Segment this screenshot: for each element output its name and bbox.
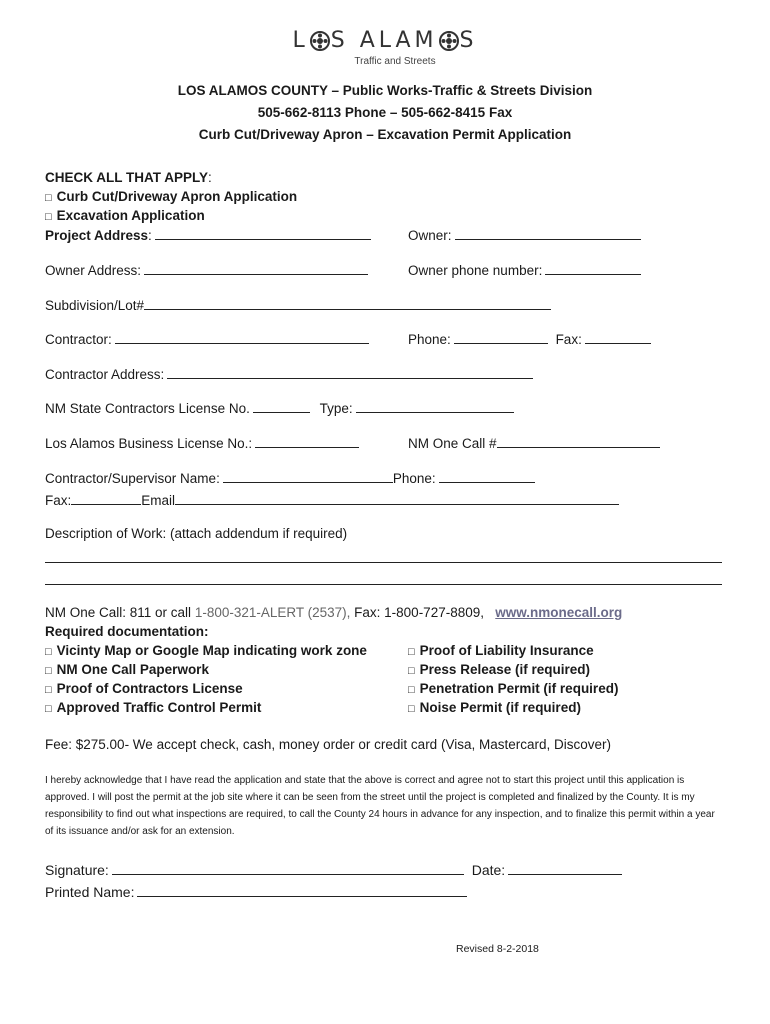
doc-right-1: □ Press Release (if required) bbox=[408, 662, 590, 677]
logo-title bbox=[292, 28, 477, 53]
logo-text-right: S bbox=[459, 28, 478, 53]
description-line-1[interactable] bbox=[45, 562, 722, 563]
logo bbox=[0, 28, 770, 53]
signature-field: Signature: Date: bbox=[45, 862, 622, 878]
option-excavation[interactable]: □ Excavation Application bbox=[45, 208, 205, 223]
fee-text: Fee: $275.00- We accept check, cash, money order or credit card (Visa, Mastercard, Discover) bbox=[45, 737, 611, 752]
form-title: Curb Cut/Driveway Apron – Excavation Permit Application bbox=[198, 127, 572, 142]
checkbox-icon[interactable]: □ bbox=[45, 665, 52, 677]
checkbox-icon[interactable]: □ bbox=[408, 684, 415, 696]
la-license-input[interactable] bbox=[255, 435, 359, 448]
checkbox-icon[interactable]: □ bbox=[408, 703, 415, 715]
la-license-field: Los Alamos Business License No.: bbox=[45, 435, 359, 451]
owner-phone-field: Owner phone number: bbox=[408, 262, 641, 278]
checkbox-icon[interactable]: □ bbox=[45, 703, 52, 715]
one-call-info: NM One Call: 811 or call 1-800-321-ALERT (2537), Fax: 1-800-727-8809, www.nmonecall.org bbox=[45, 605, 623, 620]
logo-flower-icon bbox=[310, 31, 330, 51]
owner-address-field: Owner Address: bbox=[45, 262, 368, 278]
owner-input[interactable] bbox=[455, 227, 641, 240]
checkbox-icon[interactable]: □ bbox=[45, 211, 52, 223]
header-line-2: 505-662-8113 Phone – 505-662-8415 Fax bbox=[257, 105, 513, 120]
project-address-field: Project Address: bbox=[45, 227, 371, 243]
description-line-2[interactable] bbox=[45, 584, 722, 585]
printed-name-field: Printed Name: bbox=[45, 884, 467, 900]
email-input[interactable] bbox=[175, 492, 619, 505]
check-all-heading: CHECK ALL THAT APPLY: bbox=[45, 170, 212, 185]
one-call-number-input[interactable] bbox=[497, 435, 660, 448]
license-type-input[interactable] bbox=[356, 400, 514, 413]
checkbox-icon[interactable]: □ bbox=[45, 684, 52, 696]
checkbox-icon[interactable]: □ bbox=[45, 192, 52, 204]
logo-flower-icon bbox=[439, 31, 459, 51]
checkbox-icon[interactable]: □ bbox=[408, 646, 415, 658]
doc-left-2: □ Proof of Contractors License bbox=[45, 681, 243, 696]
acknowledgement-text: I hereby acknowledge that I have read the application and state that the above is correct and agree not to start this project until this application is approved. I will post the permit at the job site where it can be seen from the street until the project is completed and finalized by the County. It is my responsibility to find out what inspections are required, to call the County 24 hours in advance for any inspection, and to finalize this permit within a year of its issuance and/or ask for an extension. bbox=[45, 775, 715, 837]
doc-left-0: □ Vicinty Map or Google Map indicating work zone bbox=[45, 643, 367, 658]
supervisor-phone-input[interactable] bbox=[439, 470, 535, 483]
contractor-phone-input[interactable] bbox=[454, 331, 548, 344]
supervisor-field: Contractor/Supervisor Name: Phone: bbox=[45, 470, 535, 486]
subdivision-field: Subdivision/Lot# bbox=[45, 297, 551, 313]
owner-address-input[interactable] bbox=[144, 262, 368, 275]
contractor-address-input[interactable] bbox=[167, 366, 533, 379]
printed-name-input[interactable] bbox=[137, 884, 467, 897]
doc-left-3: □ Approved Traffic Control Permit bbox=[45, 700, 262, 715]
contractor-phone-field: Phone: Fax: bbox=[408, 331, 651, 347]
owner-field: Owner: bbox=[408, 227, 641, 243]
one-call-number-field: NM One Call # bbox=[408, 435, 660, 451]
option-curb-cut[interactable]: □ Curb Cut/Driveway Apron Application bbox=[45, 189, 298, 204]
subdivision-input[interactable] bbox=[144, 297, 551, 310]
project-address-input[interactable] bbox=[155, 227, 371, 240]
nm-license-field: NM State Contractors License No. Type: bbox=[45, 400, 514, 416]
logo-text-left: L bbox=[292, 28, 309, 53]
supervisor-fax-input[interactable] bbox=[71, 492, 141, 505]
contractor-fax-input[interactable] bbox=[585, 331, 651, 344]
nmonecall-link[interactable]: www.nmonecall.org bbox=[495, 605, 623, 620]
description-label: Description of Work: (attach addendum if required) bbox=[45, 526, 348, 541]
signature-input[interactable] bbox=[112, 862, 464, 875]
doc-left-1: □ NM One Call Paperwork bbox=[45, 662, 209, 677]
doc-right-2: □ Penetration Permit (if required) bbox=[408, 681, 619, 696]
owner-phone-input[interactable] bbox=[545, 262, 641, 275]
required-docs-title: Required documentation: bbox=[45, 624, 209, 639]
header-line-1: LOS ALAMOS COUNTY – Public Works-Traffic & Streets Division bbox=[177, 83, 593, 98]
contractor-field: Contractor: bbox=[45, 331, 369, 347]
date-input[interactable] bbox=[508, 862, 622, 875]
checkbox-icon[interactable]: □ bbox=[408, 665, 415, 677]
logo-text-mid: S ALAM bbox=[330, 28, 438, 53]
doc-right-0: □ Proof of Liability Insurance bbox=[408, 643, 594, 658]
contractor-input[interactable] bbox=[115, 331, 369, 344]
supervisor-name-input[interactable] bbox=[223, 470, 393, 483]
doc-right-3: □ Noise Permit (if required) bbox=[408, 700, 581, 715]
fax-email-field: Fax: Email bbox=[45, 492, 619, 508]
logo-subtitle: Traffic and Streets bbox=[354, 56, 436, 67]
checkbox-icon[interactable]: □ bbox=[45, 646, 52, 658]
contractor-address-field: Contractor Address: bbox=[45, 366, 533, 382]
revised-date: Revised 8-2-2018 bbox=[456, 943, 539, 955]
nm-license-input[interactable] bbox=[253, 400, 310, 413]
